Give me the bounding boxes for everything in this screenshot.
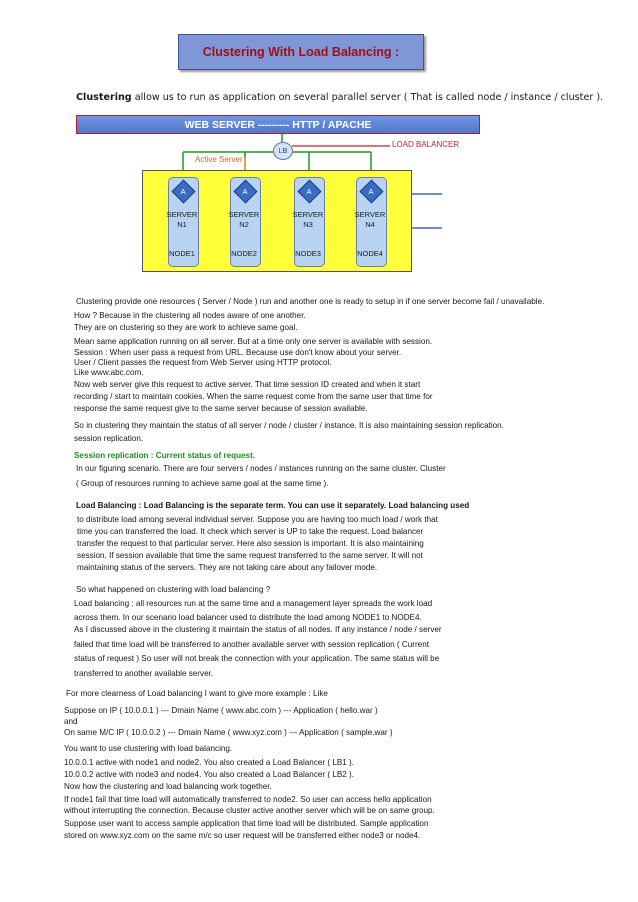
text-line: transferred to another available server. [74, 669, 214, 678]
server-label [162, 210, 202, 230]
app-label: A [306, 187, 312, 196]
text-line: failed that time load will be transferred to another available server with session replication ( Current [74, 640, 429, 649]
text-line: 10.0.0.2 active with node3 and node4. You also created a Load Balancer ( LB2 ). [64, 770, 354, 779]
text-line: Now how the clustering and load balancing work together. [64, 782, 272, 791]
text-line: So in clustering they maintain the status of all server / node / cluster / instance. It is also maintaining session replication. [74, 421, 504, 430]
text-line: They are on clustering so they are work to achieve same goal. [74, 323, 298, 332]
text-line: Load balancing : all resources run at the same time and a management layer spreads the work load [74, 599, 433, 608]
app-label: A [242, 187, 248, 196]
text-line: stored on www.xyz.com on the same m/c so user request will be transferred either node3 or node4. [64, 831, 421, 840]
text-line: across them. In our scenario load balancer used to distribute the load among NODE1 to NODE4. [74, 613, 422, 622]
text-line: transfer the request to that particular server. Here also session is important. It is also maintaining [77, 539, 424, 548]
server-label-line2: N1 [177, 220, 187, 229]
text-line: Mean same application running on all server. But at a time only one server is available with session. [74, 337, 433, 346]
server-label-line1: SERVER [228, 210, 260, 219]
active-server-label: Active Server [195, 155, 243, 164]
app-label: A [180, 187, 186, 196]
server-label [350, 210, 390, 230]
server-label-line2: N2 [239, 220, 249, 229]
node-label: NODE1 [169, 249, 195, 258]
text-line: status of request ) So user will not break the connection with your application. The same status will be [74, 654, 440, 663]
server-label-line1: SERVER [166, 210, 198, 219]
intro-bold-term: Clustering [76, 92, 132, 103]
text-line: session. If session available that time the same request transferred to the same server. It will not [77, 551, 423, 560]
text-line: In our figuring scenario. There are four servers / nodes / instances running on the same cluster. Cluster [76, 464, 446, 473]
text-line: ( Group of resources running to achieve same goal at the same time ). [76, 479, 329, 488]
text-line: and [64, 717, 78, 726]
text-line: Session : When user pass a request from URL. Because use don't know about your server. [74, 348, 402, 357]
text-line: Like www.abc.com. [74, 368, 144, 377]
text-line: On same M/C IP ( 10.0.0.2 ) --- Dmain Name ( www.xyz.com ) --- Application ( sample.war ) [64, 728, 393, 737]
lb-text: LB [278, 147, 288, 155]
text-line: Now web server give this request to active server. That time session ID created and when it start [74, 380, 421, 389]
text-line: As I discussed above in the clustering it maintain the status of all nodes. If any instance / node / server [74, 625, 442, 634]
load-balancer-node [273, 142, 293, 160]
node-label: NODE4 [357, 249, 383, 258]
server-label-line1: SERVER [292, 210, 324, 219]
node-label: NODE3 [295, 249, 321, 258]
text-line: For more clearness of Load balancing I want to give more example : Like [66, 689, 328, 698]
text-line: Suppose on IP ( 10.0.0.1 ) --- Dmain Name ( www.abc.com ) --- Application ( hello.war ) [64, 706, 378, 715]
server-label [288, 210, 328, 230]
text-line: without interrupting the connection. Because cluster active another server which will be on same group. [64, 806, 435, 815]
text-line: maintaining status of the servers. They are not taking care about any failover mode. [77, 563, 378, 572]
session-replication-heading: Session replication : Current status of request. [74, 451, 256, 460]
text-line: recording / start to maintain cookies. When the same request come from the same user that time for [74, 392, 433, 401]
text-line: If node1 fail that time load will automatically transferred to node2. So user can access hello application [64, 795, 432, 804]
text-line: time you can transferred the load. It check which server is UP to take the request. Load balancer [77, 527, 424, 536]
text-line: User / Client passes the request from Web Server using HTTP protocol. [74, 358, 332, 367]
server-label-line2: N3 [303, 220, 313, 229]
text-line: session replication. [74, 434, 144, 443]
app-label: A [368, 187, 374, 196]
server-label-line2: N4 [365, 220, 375, 229]
server-label-line1: SERVER [354, 210, 386, 219]
text-line: to distribute load among several individual server. Suppose you are having too much load / work that [77, 515, 438, 524]
load-balancing-heading: Load Balancing : Load Balancing is the separate term. You can use it separately. Load balancing used [76, 501, 470, 510]
text-line: You want to use clustering with load balancing. [64, 744, 233, 753]
text-line: So what happened on clustering with load balancing ? [76, 585, 271, 594]
page-title-text: Clustering With Load Balancing : [202, 45, 400, 59]
text-line: How ? Because in the clustering all nodes aware of one another. [74, 311, 306, 320]
intro-rest: allow us to run as application on several parallel server ( That is called node / instance / cluster ). [131, 92, 604, 103]
node-label: NODE2 [231, 249, 257, 258]
text-line: 10.0.0.1 active with node1 and node2. You also created a Load Balancer ( LB1 ). [64, 758, 354, 767]
text-line: Suppose user want to access sample application that time load will be distributed. Sample application [64, 819, 429, 828]
server-label [224, 210, 264, 230]
text-line: response the same request give to the same server because of session available. [74, 404, 368, 413]
text-line: Clustering provide one resources ( Server / Node ) run and another one is ready to setup in if one server become fail / unavailable. [76, 297, 545, 306]
web-server-label: WEB SERVER --------- HTTP / APACHE [184, 118, 372, 131]
load-balancer-label: LOAD BALANCER [392, 140, 460, 149]
